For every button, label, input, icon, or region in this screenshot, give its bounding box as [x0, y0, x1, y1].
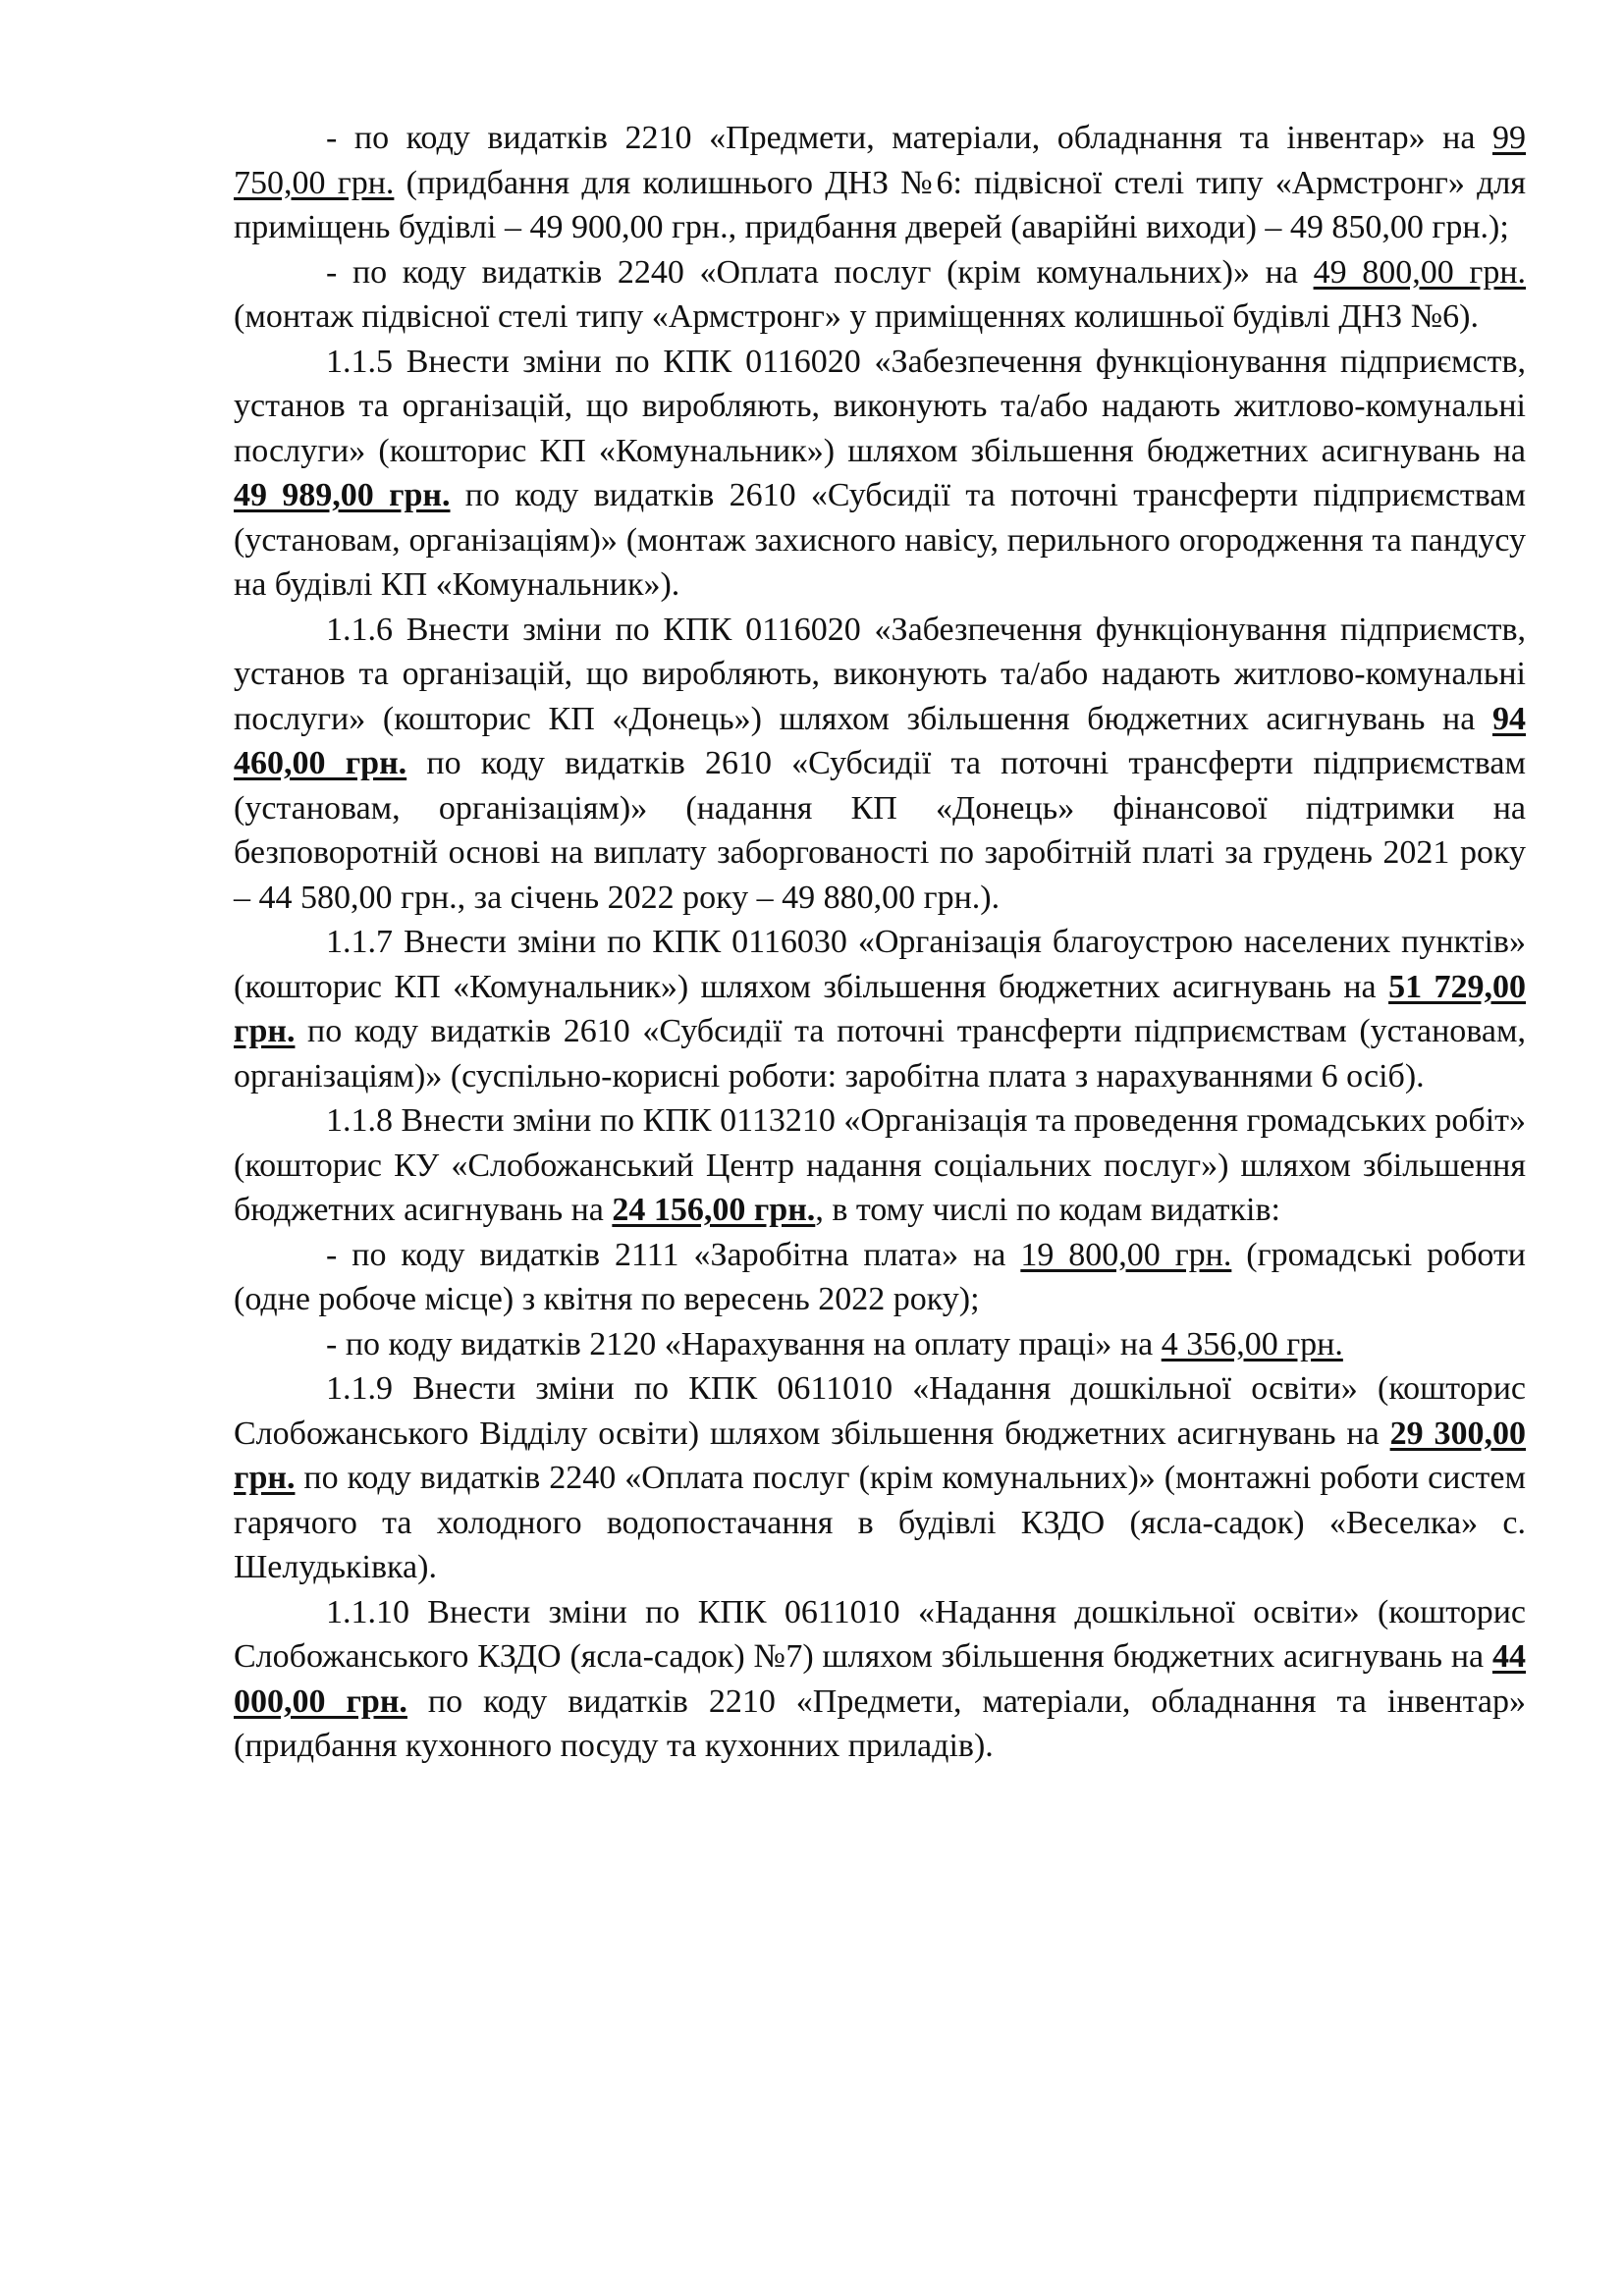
paragraph-text: (монтаж підвісної стелі типу «Армстронг» у приміщеннях колишньої будівлі ДНЗ №6).	[234, 298, 1479, 335]
document-page	[234, 116, 1526, 1769]
amount-bold-underlined: 51 729,00 грн.	[234, 968, 1527, 1049]
amount-underlined: 49 800,00 грн.	[1313, 253, 1527, 291]
paragraph-2210-former-dnz6	[234, 116, 1526, 250]
paragraph-text: по коду видатків 2210 «Предмети, матеріали, обладнання та інвентар» (придбання кухонного посуду та кухонних приладів).	[234, 1682, 1526, 1764]
paragraph-text: (придбання для колишнього ДНЗ №6: підвісної стелі типу «Армстронг» для приміщень будівлі – 49 900,00 грн., придбання дверей (аварійні виходи) – 49 850,00 грн.);	[234, 164, 1527, 245]
paragraph-text: по коду видатків 2610 «Субсидії та поточні трансферти підприємствам (установам, організаціям)» (монтаж захисного навісу, перильного огородження та пандусу на будівлі КП «Комунальник»).	[234, 477, 1526, 603]
paragraph-2120-accruals	[234, 1322, 1526, 1367]
paragraph-1-1-5	[234, 340, 1526, 608]
paragraph-2111-salary	[234, 1233, 1526, 1322]
amount-underlined: 19 800,00 грн.	[1020, 1236, 1232, 1273]
paragraph-1-1-9	[234, 1366, 1526, 1590]
paragraph-text: 1.1.6 Внести зміни по КПК 0116020 «Забезпечення функціонування підприємств, установ та організацій, що виробляють, виконують та/або надають житлово-комунальні послуги» (кошторис КП «Донець») шляхом збільшення бюджетних асигнувань на	[234, 611, 1526, 737]
amount-bold-underlined: 44 000,00 грн.	[234, 1638, 1526, 1720]
paragraph-1-1-6	[234, 608, 1526, 921]
paragraph-text: по коду видатків 2240 «Оплата послуг (крім комунальних)» (монтажні роботи систем гарячого та холодного водопостачання в будівлі КЗДО (ясла-садок) «Веселка» с. Шелудьківка).	[234, 1460, 1526, 1585]
paragraph-text: , в тому числі по кодам видатків:	[815, 1192, 1280, 1228]
amount-underlined: 99 750,00 грн.	[234, 120, 1526, 201]
paragraph-text: 1.1.7 Внести зміни по КПК 0116030 «Організація благоустрою населених пунктів» (кошторис КП «Комунальник») шляхом збільшення бюджетних асигнувань на	[234, 924, 1526, 1005]
paragraph-text: 1.1.5 Внести зміни по КПК 0116020 «Забезпечення функціонування підприємств, установ та організацій, що виробляють, виконують та/або надають житлово-комунальні послуги» (кошторис КП «Комунальник») шляхом збільшення бюджетних асигнувань на	[234, 343, 1526, 469]
paragraph-text: (громадські роботи (одне робоче місце) з квітня по вересень 2022 року);	[234, 1236, 1527, 1317]
paragraph-text: по коду видатків 2610 «Субсидії та поточні трансферти підприємствам (установам, організаціям)» (суспільно-корисні роботи: заробітна плата з нарахуваннями 6 осіб).	[234, 1013, 1526, 1095]
paragraph-text: 1.1.10 Внести зміни по КПК 0611010 «Надання дошкільної освіти» (кошторис Слобожанського КЗДО (ясла-садок) №7) шляхом збільшення бюджетних асигнувань на	[234, 1593, 1526, 1675]
paragraph-text: 1.1.9 Внести зміни по КПК 0611010 «Надання дошкільної освіти» (кошторис Слобожанського Відділу освіти) шляхом збільшення бюджетних асигнувань на	[234, 1370, 1526, 1452]
paragraph-text: - по коду видатків 2111 «Заробітна плата» на	[326, 1236, 1021, 1273]
amount-underlined: 4 356,00 грн.	[1161, 1325, 1343, 1362]
paragraph-text: - по коду видатків 2210 «Предмети, матеріали, обладнання та інвентар» на	[326, 120, 1492, 156]
amount-bold-underlined: 29 300,00 грн.	[234, 1415, 1526, 1496]
paragraph-1-1-10	[234, 1590, 1526, 1769]
paragraph-text: - по коду видатків 2240 «Оплата послуг (крім комунальних)» на	[326, 253, 1314, 291]
paragraph-text: по коду видатків 2610 «Субсидії та поточні трансферти підприємствам (установам, організаціям)» (надання КП «Донець» фінансової підтримки на безповоротній основі на виплату заборгованості по заробітній платі за грудень 2021 року – 44 580,00 грн., за січень 2022 року – 49 880,00 грн.).	[234, 745, 1526, 916]
paragraph-text: - по коду видатків 2120 «Нарахування на оплату праці» на	[326, 1325, 1162, 1362]
amount-bold-underlined: 94 460,00 грн.	[234, 700, 1526, 781]
amount-bold-underlined: 49 989,00 грн.	[234, 477, 451, 513]
paragraph-text: 1.1.8 Внести зміни по КПК 0113210 «Організація та проведення громадських робіт» (кошторис КУ «Слобожанський Центр надання соціальних послуг») шляхом збільшення бюджетних асигнувань на	[234, 1102, 1526, 1228]
paragraph-2240-ceiling-install	[234, 250, 1526, 340]
paragraph-1-1-7	[234, 920, 1526, 1098]
paragraph-1-1-8	[234, 1098, 1526, 1233]
amount-bold-underlined: 24 156,00 грн.	[612, 1192, 816, 1228]
